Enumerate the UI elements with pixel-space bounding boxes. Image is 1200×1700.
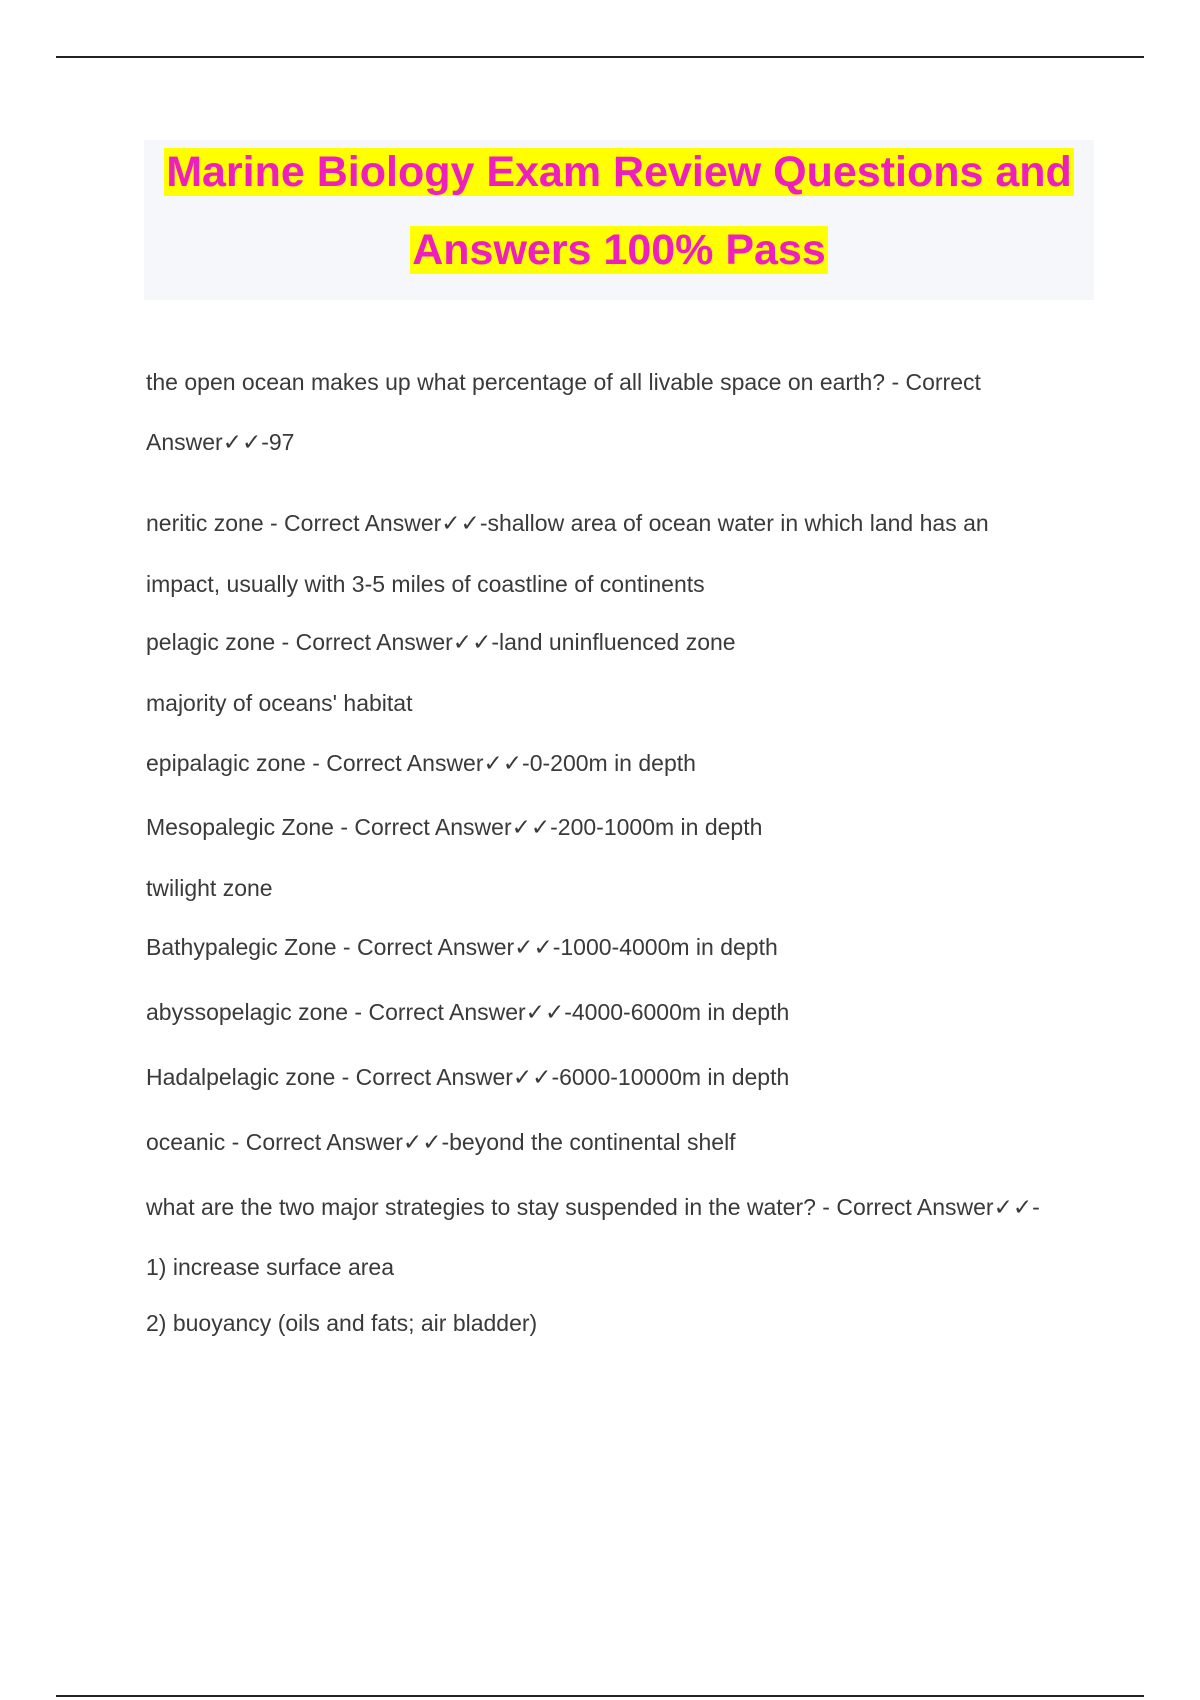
page-title-line-1: Marine Biology Exam Review Questions and bbox=[166, 148, 1072, 196]
text-line: what are the two major strategies to stay suspended in the water? - Correct Answer✓✓- bbox=[146, 1194, 1040, 1220]
text-line: 1) increase surface area bbox=[146, 1254, 395, 1280]
text-line: epipalagic zone - Correct Answer✓✓-0-200m in depth bbox=[146, 750, 696, 776]
top-rule bbox=[56, 56, 1144, 58]
text-line: Answer✓✓-97 bbox=[146, 429, 295, 455]
text-line: pelagic zone - Correct Answer✓✓-land uninfluenced zone bbox=[146, 629, 736, 655]
text-line: oceanic - Correct Answer✓✓-beyond the continental shelf bbox=[146, 1129, 736, 1155]
text-line: impact, usually with 3-5 miles of coastline of continents bbox=[146, 571, 705, 597]
text-line: majority of oceans' habitat bbox=[146, 690, 413, 716]
text-line: Hadalpelagic zone - Correct Answer✓✓-6000-10000m in depth bbox=[146, 1064, 790, 1090]
page-title-line-2: Answers 100% Pass bbox=[412, 226, 826, 274]
text-line: neritic zone - Correct Answer✓✓-shallow area of ocean water in which land has an bbox=[146, 510, 989, 536]
text-line: 2) buoyancy (oils and fats; air bladder) bbox=[146, 1310, 538, 1336]
text-line: Mesopalegic Zone - Correct Answer✓✓-200-1000m in depth bbox=[146, 814, 763, 840]
text-line: Bathypalegic Zone - Correct Answer✓✓-1000-4000m in depth bbox=[146, 934, 778, 960]
text-line: abyssopelagic zone - Correct Answer✓✓-4000-6000m in depth bbox=[146, 999, 790, 1025]
bottom-rule bbox=[56, 1695, 1144, 1697]
title-line-2-container bbox=[144, 224, 1094, 276]
text-line: the open ocean makes up what percentage of all livable space on earth? - Correct bbox=[146, 369, 981, 395]
text-line: twilight zone bbox=[146, 875, 273, 901]
title-block bbox=[144, 140, 1094, 300]
title-line-1-container bbox=[144, 146, 1094, 198]
